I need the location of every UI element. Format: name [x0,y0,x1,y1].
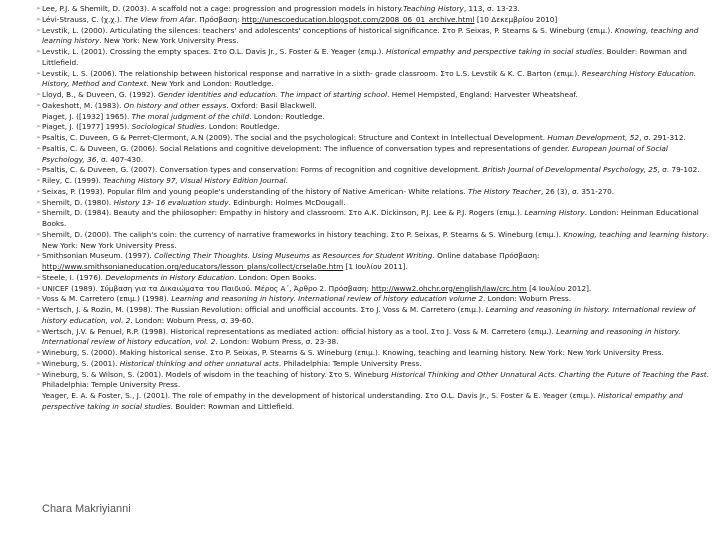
reference-details: . Hemel Hempsted, England: Harvester Wheatsheaf. [387,90,578,99]
reference-title: Knowing, teaching and learning history [561,229,707,239]
reference-text: Lévi-Strauss, C. (χ.χ.). [42,14,123,24]
reference-entry [36,305,710,327]
reference-link[interactable]: http://www.smithsonianeducation.org/educators/lesson_plans/collect/crsela0e.htm [42,262,344,271]
reference-text: Wineburg, S. (2000). Making historical sense. Στο P. Seixas, P. Stearns & S. Wineburg (επιμ.). Knowing, teaching and learning history. New York: New York University Press. [42,348,664,357]
reference-text: Piaget, J. ([1977] 1995). [42,122,130,132]
reference-title: Historical thinking and other unnatural acts [117,358,279,368]
reference-entry [36,272,710,284]
reference-title: Teaching History [403,4,464,13]
reference-title: History 13- 16 evaluation study [111,197,229,207]
reference-text: Levstik, L. S. (2006). The relationship between historical response and narrative in a sixth- grade classroom. Στο L.S. Levstik & K. C. Barton (επιμ.). [42,68,580,78]
bullet-arrow-icon: ➢ [36,306,42,313]
reference-text: Shemilt, D. (2000). The caliph's coin: the currency of narrative frameworks in history teaching. Στο P. Seixas, P. Stearns & S. Wineburg (επιμ.). [42,229,562,239]
reference-details: . New York: New York University Press. [42,229,709,250]
reference-title: Learning and reasoning in history. International review of history education, vol. 2 [42,305,696,325]
reference-details: , σ. 407-430. [96,154,144,164]
reference-entry [36,358,710,370]
reference-title: Sociological Studies [129,122,205,132]
reference-details: . [285,176,288,185]
bullet-arrow-icon: ➢ [36,123,42,131]
reference-entry [36,14,710,26]
reference-entry [36,326,710,349]
bullet-arrow-icon: ➢ [36,144,42,152]
reference-entry [36,176,710,187]
bullet-arrow-icon: ➢ [36,252,42,260]
reference-text: Wineburg, S. & Wilson, S. (2001). Models of wisdom in the teaching of history. Στο S. Wineburg [42,369,389,379]
reference-access-date: [4 Ιουλίου 2012]. [526,283,592,293]
reference-title: Historical Thinking and Other Unnatural Acts. Charting the Future of Teaching the Past [388,369,707,379]
reference-title: The View from Afar [122,14,195,24]
reference-title: Historical empathy and perspective taking in social studies [42,391,683,411]
bullet-arrow-icon: ➢ [36,327,42,335]
reference-details: . London: Open Books. [234,272,317,282]
reference-entry [36,133,710,144]
reference-details: . Online database Πρόσβαση: [432,251,540,261]
bullet-arrow-icon: ➢ [36,273,42,281]
reference-details: , 26 (3), σ. 351-270. [540,186,615,196]
reference-entry [36,251,710,273]
reference-text: Piaget, J. ([1932] 1965). [42,111,130,121]
reference-text: Wertsch, J. & Rozin, M. (1998). The Russian Revolution: official and unofficial accounts. Στο J. Voss & M. Carretero (επιμ.). [42,305,484,314]
reference-entry [42,112,710,123]
reference-title: Learning History [522,208,585,218]
reference-title: Learning and reasoning in history. International review of history education volume 2 [168,294,484,304]
reference-access-date: [1 Ιουλίου 2011]. [343,262,408,271]
bullet-arrow-icon: ➢ [36,230,42,238]
reference-entry [42,391,710,413]
reference-entry [36,197,710,209]
reference-text: Wineburg, S. (2001). [42,358,118,368]
reference-details: . London: Routledge. [204,122,280,132]
reference-text: Levstik, L. (2000). Articulating the silences: teachers' and adolescents' conceptions of historical significance. Στο P. Seixas, P. Stearns & S. Wineburg (επιμ.). [42,25,613,35]
reference-details: . London: Routledge. [249,111,325,121]
reference-entry [36,283,710,295]
bullet-arrow-icon: ➢ [36,26,42,34]
reference-entry [36,90,710,101]
reference-title: Gender identities and education. The impact of starting school [155,90,388,99]
reference-details: . New York and London: Routledge. [146,79,274,89]
author-footer: Chara Makriyianni [42,503,131,515]
reference-details: , 113, σ. 13-23. [463,4,520,13]
reference-entry [36,369,710,392]
reference-title: Collecting Their Thoughts. Using Museums as Resources for Student Writing [151,251,433,261]
reference-text: Oakeshott, M. (1983). [42,100,122,110]
reference-entry [36,294,710,305]
reference-text: Lloyd, B., & Duveen, G. (1992). [42,90,156,99]
reference-details: , σ. 291-312. [639,133,686,142]
reference-list [36,4,710,413]
reference-text: Psaltis, C. & Duveen, G. (2007). Conversation types and conservation: Forms of recognition and cognitive development. [42,165,481,175]
reference-text: Psaltis, C. Duveen, G & Perret-Clermont, A.N (2009). The social and the psychological: Structure and Context in Intellectual Development. [42,133,546,142]
bullet-arrow-icon: ➢ [36,15,42,23]
reference-entry [36,229,710,252]
reference-title: The moral judgment of the child [129,111,250,121]
reference-details: . Philadelphia: Temple University Press. [278,358,422,368]
bullet-arrow-icon: ➢ [36,134,42,141]
bullet-arrow-icon: ➢ [36,177,42,184]
reference-title: British Journal of Developmental Psychology, 25 [480,165,658,175]
bullet-arrow-icon: ➢ [36,91,42,98]
reference-details: . Boulder: Rowman and Littlefield. [42,47,687,67]
reference-entry [36,143,710,166]
reference-text: Shemilt, D. (1984). Beauty and the philosopher: Empathy in history and classroom. Στο A.K. Dickinson, P.J. Lee & P.J. Rogers (επιμ.). [42,208,523,218]
reference-entry [36,100,710,112]
reference-details: . London: Woburn Press, σ. 39-60. [130,315,254,325]
reference-details: . London: Heinman Educational Books. [42,208,699,228]
bullet-arrow-icon: ➢ [36,198,42,206]
reference-details: . Philadelphia: Temple University Press. [42,369,709,390]
bullet-arrow-icon: ➢ [36,284,42,292]
reference-title: Learning and reasoning in history. International review of history education, vol. 2 [42,326,681,347]
reference-text: Riley, C. (1999). [42,176,101,185]
reference-text: Smithsonian Museum. (1997). [42,251,152,261]
reference-link[interactable]: http://unescoeducation.blogspot.com/2008_06_01_archive.html [241,14,475,24]
reference-entry [36,122,710,133]
bullet-arrow-icon: ➢ [36,349,42,356]
reference-title: Human Development, 52 [545,133,640,142]
reference-title: Knowing, teaching and learning history [42,25,699,46]
reference-details: . New York: New York University Press. [99,36,239,46]
reference-text: Lee, P.J. & Shemilt, D. (2003). A scaffold not a cage: progression and progression models in history. [42,4,404,13]
reference-entry [36,4,710,15]
reference-entry [36,186,710,198]
reference-title: Developments in History Education [103,272,235,282]
reference-entry [36,348,710,359]
reference-details: . London: Woburn Press, σ. 23-38. [215,337,339,347]
bullet-arrow-icon: ➢ [36,209,42,217]
reference-title: On history and other essays [121,100,227,110]
reference-text: Seixas, P. (1993). Popular film and young people's understanding of the history of Native American- White relations. [42,186,466,196]
reference-link[interactable]: http://www2.ohchr.org/english/law/crc.htm [371,283,527,293]
reference-text: Wertsch, J.V. & Penuel, R.P. (1998). Historical representations as mediated action: official history as a tool. Στο J. Voss & M. Carretero (επιμ.). [42,326,554,336]
reference-details: . Edinburgh: Holmes McDougall. [228,197,346,207]
reference-access-date: [10 Δεκεμβρίου 2010] [474,14,558,24]
reference-entry [36,47,710,69]
reference-text: Levstik, L. (2001). Crossing the empty spaces. Στο O.L. Davis Jr., S. Foster & E. Yeager (επιμ.). [42,47,384,56]
reference-title: The History Teacher [465,186,541,196]
reference-title: European Journal of Social Psychology, 36 [42,143,668,164]
bullet-arrow-icon: ➢ [36,166,42,174]
reference-text: UNICEF (1989). Σύμβαση για τα Δικαιώματα του Παιδιού. Μέρος Α΄, Άρθρο 2. Πρόσβαση: [42,283,372,293]
bullet-arrow-icon: ➢ [36,5,42,12]
reference-entry [36,68,710,91]
bullet-arrow-icon: ➢ [36,48,42,55]
reference-details: . Πρόσβαση: [194,14,242,24]
reference-details: . Boulder: Rowman and Littlefield. [170,401,295,411]
reference-text: Shemilt, D. (1980). [42,197,112,207]
bullet-arrow-icon: ➢ [36,295,42,303]
bullet-arrow-icon: ➢ [36,101,42,109]
bullet-arrow-icon: ➢ [36,359,42,367]
bullet-arrow-icon: ➢ [36,187,42,195]
reference-details: . Oxford: Basil Blackwell. [226,100,317,110]
reference-entry [36,208,710,230]
reference-title: Historical empathy and perspective taking in social studies [383,47,602,56]
reference-details: . London: Woburn Press. [483,294,572,304]
bullet-arrow-icon: ➢ [36,370,42,378]
reference-details: , σ. 79-102. [657,165,700,175]
reference-text: Yeager, E. A. & Foster, S., J. (2001). The role of empathy in the development of historical understanding. Στο O.L. Davis Jr., S. Foster & E. Yeager (επιμ.). [42,391,596,400]
reference-text: Voss & M. Carretero (επιμ.) (1998). [42,294,169,304]
reference-title: Teaching History 97, Visual History Edition Journal [100,176,286,185]
reference-title: Researching History Education. History, Method and Context [42,68,697,89]
bullet-arrow-icon: ➢ [36,69,42,77]
reference-text: Psaltis, C. & Duveen, G. (2006). Social Relations and cognitive development: The influence of conversation types and representations of gender. [42,143,570,153]
reference-entry [36,25,710,48]
reference-entry [36,165,710,176]
reference-text: Steele, I. (1976). [42,272,104,282]
